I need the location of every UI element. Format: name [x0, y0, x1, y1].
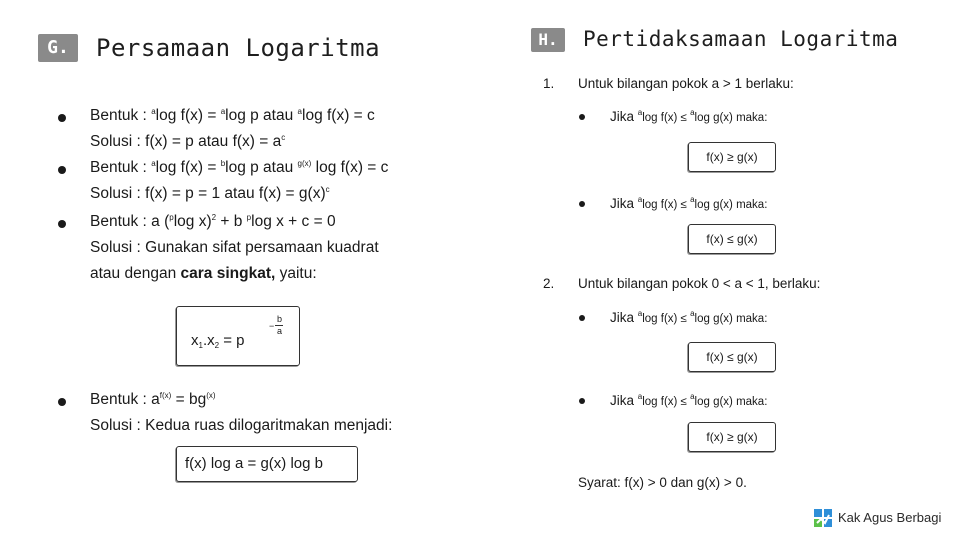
h-case2-number: 2. [543, 276, 555, 291]
section-h-badge: H. [531, 28, 565, 52]
h-case1-rule1: Jika $^a$log f(x) ≤ $^a$log g(x) maka: [610, 108, 768, 124]
formula-log-text: f(x) log a = g(x) log b [185, 455, 323, 472]
brand-logo-icon [814, 509, 832, 527]
formula-box-x1x2: $x_1.x_2 = p$ − b a [176, 306, 300, 366]
h-case2-result1-box: f(x) ≤ g(x) [688, 342, 776, 372]
bullet-icon [58, 114, 66, 122]
h-case1-text: Untuk bilangan pokok a > 1 berlaku: [578, 76, 794, 91]
h-case2-text: Untuk bilangan pokok 0 < a < 1, berlaku: [578, 276, 821, 291]
exponent-minus: − [269, 321, 275, 331]
exponent-denominator: a [277, 326, 283, 336]
g-item2-bentuk: Bentuk : $^a$log f(x) = $^b$log p atau $^{g(x)}$ log f(x) = c [90, 159, 389, 176]
h-case2-rule1: Jika $^a$log f(x) ≤ $^a$log g(x) maka: [610, 309, 768, 325]
watermark-text: Kak Agus Berbagi [838, 510, 942, 525]
bullet-icon [58, 166, 66, 174]
g-item2-solusi: Solusi : f(x) = p = 1 atau $f(x) = g(x)^c$ [90, 185, 330, 202]
g-item4-solusi: Solusi : Kedua ruas dilogaritmakan menjadi: [90, 417, 393, 434]
g-item3-solusi-2: atau dengan cara singkat, yaitu: [90, 265, 317, 282]
bullet-icon [579, 201, 585, 207]
h-case1-result2-box: f(x) ≤ g(x) [688, 224, 776, 254]
section-g-title: Persamaan Logaritma [96, 34, 381, 62]
h-case2-result2-box: f(x) ≥ g(x) [688, 422, 776, 452]
h-case1-number: 1. [543, 76, 555, 91]
h-case2-rule2: Jika $^a$log f(x) ≤ $^a$log g(x) maka: [610, 392, 768, 408]
g-item1-solusi: Solusi : f(x) = p atau $f(x) = a^c$ [90, 133, 286, 150]
formula-box-log [176, 446, 358, 482]
bullet-icon [58, 220, 66, 228]
h-case1-rule2: Jika $^a$log f(x) ≤ $^a$log g(x) maka: [610, 195, 768, 211]
g-item3-solusi-1: Solusi : Gunakan sifat persamaan kuadrat [90, 239, 379, 256]
bullet-icon [58, 398, 66, 406]
exponent-numerator: b [277, 314, 283, 324]
g-item3-bentuk: Bentuk : a ($^p$log x)$^2$ + b $^p$log x + c = 0 [90, 213, 336, 230]
g-item1-bentuk: Bentuk : $^a$log f(x) = $^a$log p atau $^a$log f(x) = c [90, 107, 375, 124]
section-g-badge: G. [38, 34, 78, 62]
h-syarat: Syarat: f(x) > 0 dan g(x) > 0. [578, 475, 747, 490]
bullet-icon [579, 398, 585, 404]
bullet-icon [579, 114, 585, 120]
section-h-title: Pertidaksamaan Logaritma [583, 27, 899, 51]
g-item4-bentuk: Bentuk : $a^{f(x)} = bg^{(x)}$ [90, 391, 216, 408]
bullet-icon [579, 315, 585, 321]
h-case1-result1-box: f(x) ≥ g(x) [688, 142, 776, 172]
